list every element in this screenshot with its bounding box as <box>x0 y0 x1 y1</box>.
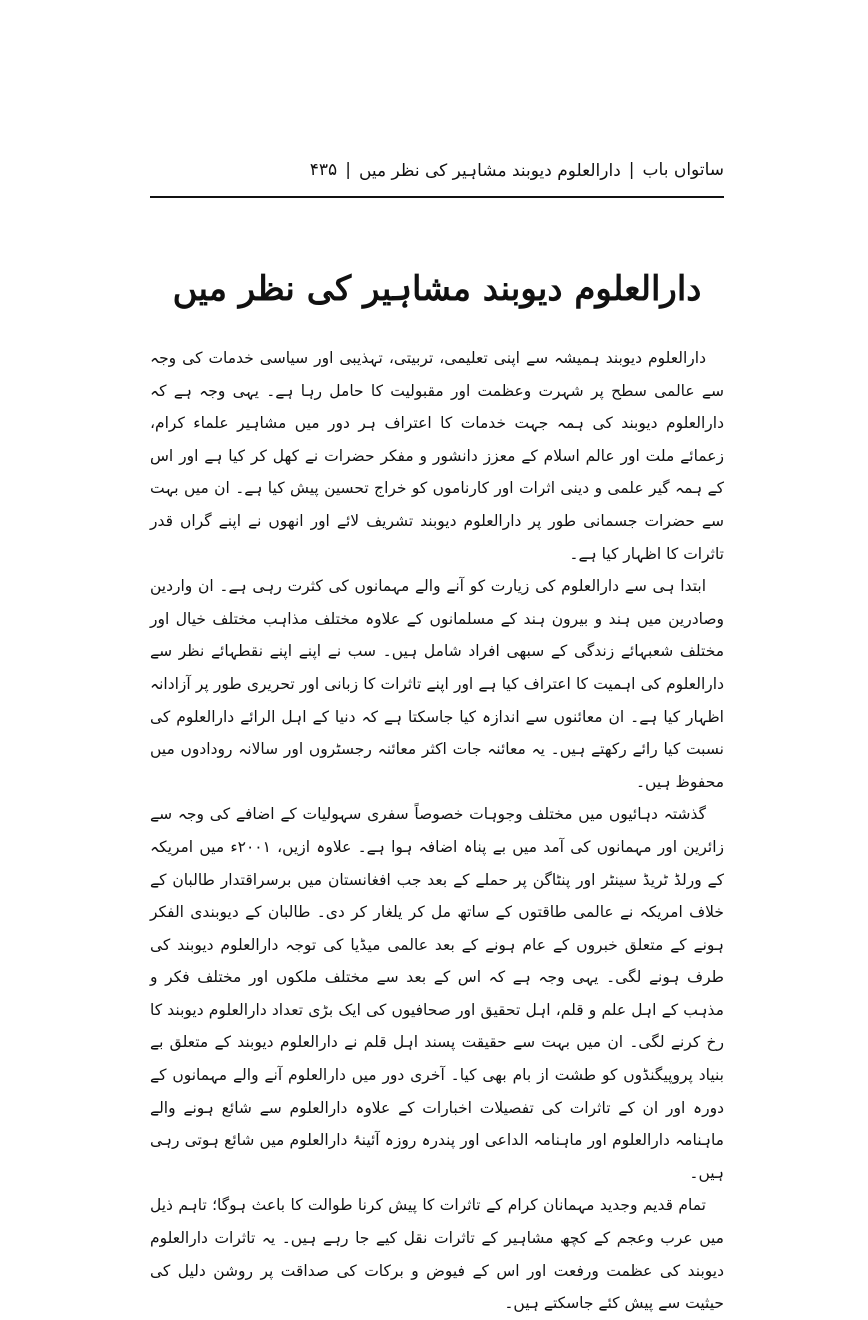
header-separator: | <box>628 160 635 180</box>
chapter-title: دارالعلوم دیوبند مشاہیر کی نظر میں <box>172 269 702 309</box>
header-section: دارالعلوم دیوبند مشاہیر کی نظر میں <box>358 160 621 181</box>
body-text <box>150 342 724 1320</box>
paragraph: تمام قدیم وجدید مہمانان کرام کے تاثرات کا پیش کرنا طوالت کا باعث ہوگا؛ تاہم ذیل میں عرب وعجم کے کچھ مشاہیر کے تاثرات نقل کیے جا رہے ہیں۔ یہ تاثرات دارالعلوم دیوبند کی عظمت ورفعت اور اس کے فیوض و برکات کی صداقت پر روشن دلیل کی حیثیت سے پیش کئے جاسکتے ہیں۔ <box>150 1196 724 1313</box>
paragraph: گذشتہ دہائیوں میں مختلف وجوہات خصوصاً سفری سہولیات کے اضافے کی وجہ سے زائرین اور مہمانوں کی آمد میں بے پناہ اضافہ ہوا ہے۔ علاوہ ازیں، ۲۰۰۱ء میں امریکہ کے ورلڈ ٹریڈ سینٹر اور پنٹاگن پر حملے کے بعد جب افغانستان میں برسراقتدار طالبان کے خلاف امریکہ نے عالمی طاقتوں کے ساتھ مل کر یلغار کر دی۔ طالبان کے دیوبندی الفکر ہونے کے متعلق خبروں کے عام ہونے کے بعد عالمی میڈیا کی توجہ دارالعلوم دیوبند کی طرف ہونے لگی۔ یہی وجہ ہے کہ اس کے بعد سے مختلف ملکوں اور مختلف فکر و مذہب کے اہل علم و قلم، اہل تحقیق اور صحافیوں کی ایک بڑی تعداد دارالعلوم دیوبند کا رخ کرنے لگی۔ ان میں بہت سے حقیقت پسند اہل قلم نے دارالعلوم دیوبند کے متعلق بے بنیاد پروپیگنڈوں کو طشت از بام بھی کیا۔ آخری دور میں دارالعلوم آنے والے مہمانوں کے دورہ اور ان کے تاثرات کی تفصیلات اخبارات کے علاوہ دارالعلوم سے شائع ہونے والے ماہنامہ دارالعلوم اور ماہنامہ الداعی اور پندرہ روزہ آئینۂ دارالعلوم میں شائع ہوتی رہی ہیں۔ <box>150 805 724 1182</box>
paragraph: ابتدا ہی سے دارالعلوم کی زیارت کو آنے والے مہمانوں کی کثرت رہی ہے۔ ان واردین وصادرین میں ہند و بیرون ہند کے مسلمانوں کے علاوہ مختلف مذاہب مختلف خیال اور مختلف شعبہائے زندگی کے سبھی افراد شامل ہیں۔ سب نے اپنے اپنے نقطہائے نظر سے دارالعلوم کی اہمیت کا اعتراف کیا ہے اور اپنے تاثرات کا زبانی اور تحریری طور پر آزادانہ اظہار کیا ہے۔ ان معائنوں سے اندازہ کیا جاسکتا ہے کہ دنیا کے اہل الرائے دارالعلوم کی نسبت کیا رائے رکھتے ہیں۔ یہ معائنہ جات اکثر معائنہ رجسٹروں اور سالانہ رودادوں میں محفوظ ہیں۔ <box>150 577 724 791</box>
header-chapter: ساتواں باب <box>642 160 724 180</box>
header-rule <box>150 196 724 198</box>
page-number: ۴۳۵ <box>309 160 338 180</box>
paragraph: دارالعلوم دیوبند ہمیشہ سے اپنی تعلیمی، تربیتی، تہذیبی اور سیاسی خدمات کی وجہ سے عالمی سطح پر شہرت وعظمت اور مقبولیت کا حامل رہا ہے۔ یہی وجہ ہے کہ دارالعلوم دیوبند کی ہمہ جہت خدمات کا اعتراف ہر دور میں مشاہیر علماء کرام، زعمائے ملت اور عالم اسلام کے معزز دانشور و مفکر حضرات نے کھل کر کیا ہے اور اس کے ہمہ گیر علمی و دینی اثرات اور کارناموں کو خراج تحسین پیش کیا ہے۔ ان میں بہت سے حضرات جسمانی طور پر دارالعلوم دیوبند تشریف لائے اور انھوں نے اپنے گراں قدر تاثرات کا اظہار کیا ہے۔ <box>150 349 724 563</box>
running-header <box>150 150 724 190</box>
header-separator: | <box>345 160 351 180</box>
